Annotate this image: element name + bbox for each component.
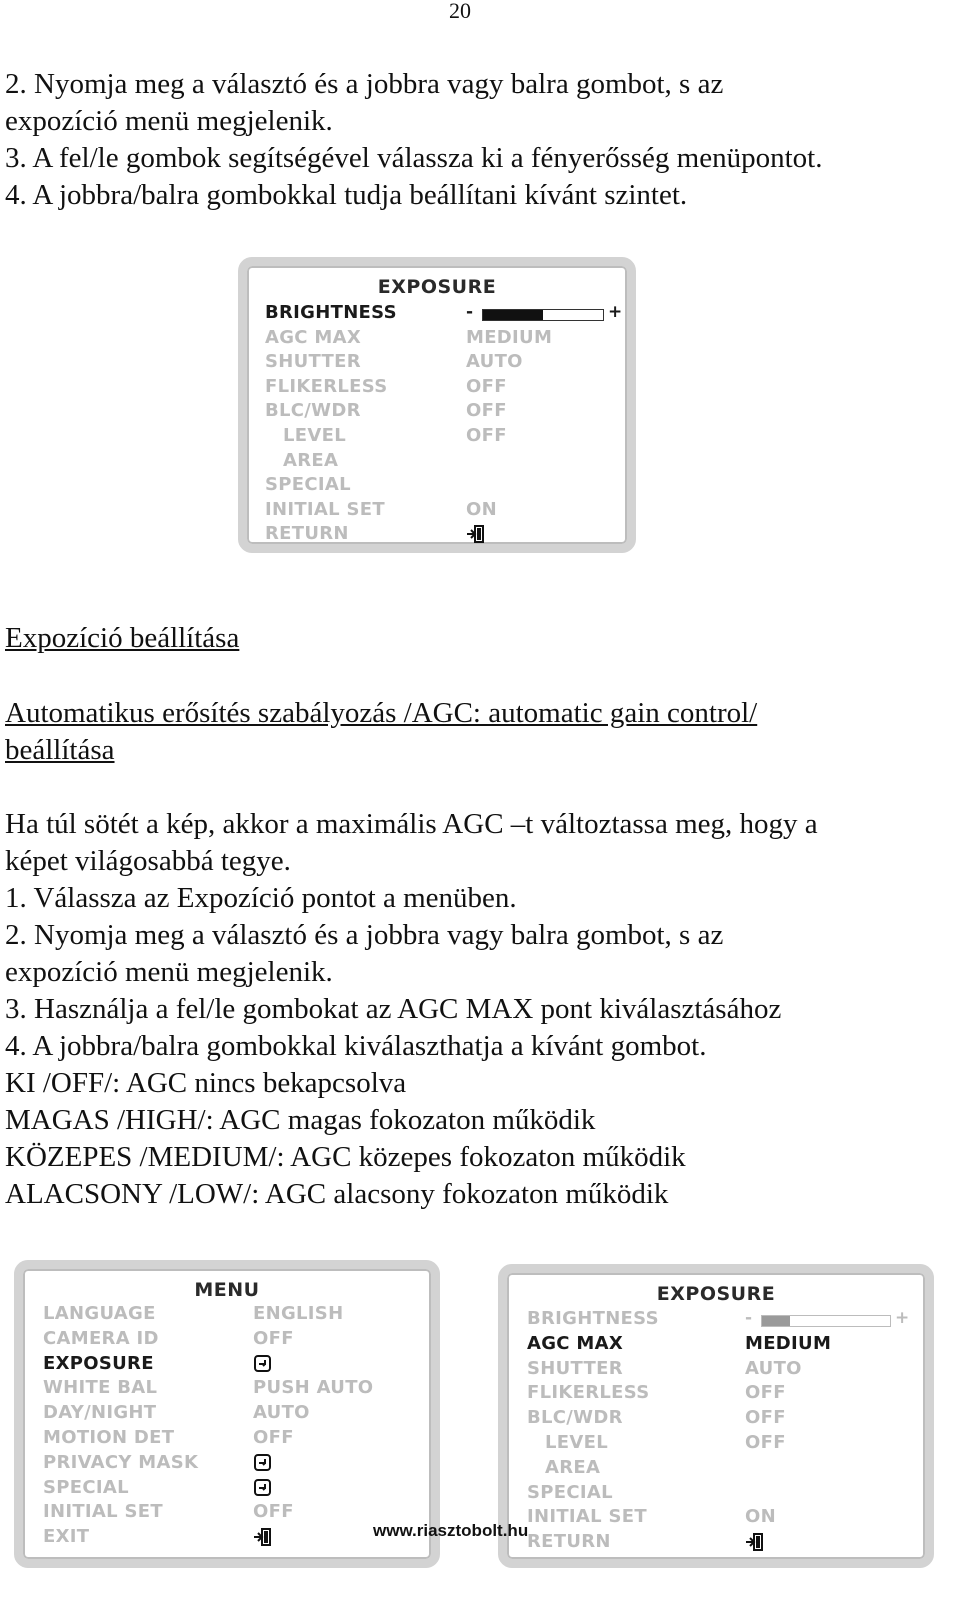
menu-row-label: EXIT [43, 1526, 90, 1548]
menu-row-initial-set [247, 499, 627, 524]
section-subheading: Automatikus erősítés szabályozás /AGC: automatic gain control/ beállítása [5, 697, 758, 766]
menu-row-label: BLC/WDR [527, 1407, 623, 1429]
menu-row-label: AGC MAX [527, 1332, 624, 1354]
brightness-slider [466, 302, 626, 322]
menu-row-value: OFF [466, 400, 507, 422]
menu-row-camera-id [23, 1328, 431, 1353]
menu-row-flikerless [247, 376, 627, 401]
menu-row-value: AUTO [253, 1402, 310, 1424]
exposure-menu-screen-agc [498, 1264, 934, 1568]
menu-row-value [253, 1353, 273, 1374]
menu-row-day-night [23, 1402, 431, 1427]
menu-row-label: BLC/WDR [265, 400, 361, 422]
menu-row-value: ON [745, 1506, 776, 1528]
menu-row-label: FLIKERLESS [265, 375, 388, 397]
submenu-icon [253, 1479, 273, 1497]
menu-row-level [247, 425, 627, 450]
menu-row-value: OFF [253, 1327, 294, 1349]
menu-row-value: AUTO [466, 351, 523, 373]
menu-row-brightness [247, 302, 627, 327]
menu-row-special [247, 474, 627, 499]
menu-row-special [23, 1477, 431, 1502]
slider-track [482, 309, 604, 321]
menu-row-label: INITIAL SET [43, 1501, 163, 1523]
page-number: 20 [449, 0, 471, 23]
menu-row-label: LEVEL [283, 425, 346, 446]
menu-row-label: SHUTTER [527, 1357, 623, 1379]
menu-row-value [466, 523, 486, 544]
menu-row-motion-det [23, 1427, 431, 1452]
menu-row-exit [23, 1526, 431, 1551]
menu-row-value: MEDIUM [745, 1332, 832, 1354]
slider-plus-label: + [608, 302, 623, 322]
menu-row-label: LANGUAGE [43, 1303, 156, 1324]
menu-row-label: FLIKERLESS [527, 1382, 650, 1404]
slider-track [761, 1315, 891, 1327]
menu-row-blc-wdr [507, 1407, 925, 1432]
menu-row-value: OFF [466, 425, 507, 446]
menu-row-value [253, 1526, 273, 1547]
menu-row-area [507, 1457, 925, 1482]
menu-row-return [247, 523, 627, 548]
watermark: www.riasztobolt.hu [373, 1521, 529, 1540]
menu-row-label: CAMERA ID [43, 1327, 159, 1349]
menu-row-exposure [23, 1353, 431, 1378]
menu-row-label: BRIGHTNESS [265, 302, 397, 323]
menu-row-flikerless [507, 1382, 925, 1407]
menu-row-label: WHITE BAL [43, 1377, 158, 1399]
menu-row-value: OFF [745, 1407, 786, 1429]
submenu-icon [253, 1355, 273, 1373]
slider-minus-label: - [466, 302, 474, 322]
menu-row-white-bal [23, 1377, 431, 1402]
menu-row-value: OFF [745, 1432, 786, 1453]
menu-row-label: RETURN [265, 523, 349, 545]
agc-instructions: Ha túl sötét a kép, akkor a maximális AGC –t változtassa meg, hogy a képet világosabbá tegye. 1. Válassza az Expozíció pontot a menüben. 2. Nyomja meg a választó és a jobbra vagy balra gombot, s az expozíció menü megjelenik. 3. Használja a fel/le gombokat az AGC MAX pont kiválasztásához 4. A jobbra/balra gombokkal kiválaszthatja a kívánt gombot. KI /OFF/: AGC nincs bekapcsolva MAGAS /HIGH/: AGC magas fokozaton működik KÖZEPES /MEDIUM/: AGC közepes fokozaton működik ALACSONY /LOW/: AGC alacsony fokozaton működik [5, 808, 818, 1210]
exposure-menu-screen-brightness [238, 257, 636, 553]
menu-row-value [253, 1452, 273, 1473]
instruction-steps-top: 2. Nyomja meg a választó és a jobbra vagy balra gombot, s az expozíció menü megjelenik. 3. A fel/le gombok segítségével válassza ki a fényerősség menüpontot. 4. A jobbra/balra gombokkal tudja beállítani kívánt szintet. [5, 68, 823, 211]
menu-row-label: AREA [545, 1456, 601, 1478]
menu-row-value [253, 1477, 273, 1498]
osd-title: EXPOSURE [377, 276, 497, 298]
slider-minus-label: - [745, 1308, 753, 1328]
menu-row-label: BRIGHTNESS [527, 1308, 659, 1329]
menu-row-value: AUTO [745, 1357, 802, 1379]
menu-row-privacy-mask [23, 1452, 431, 1477]
menu-row-value: ON [466, 498, 497, 520]
slider-fill [483, 310, 543, 320]
enter-icon [253, 1528, 273, 1546]
menu-row-value [745, 1531, 765, 1552]
menu-row-label: LEVEL [545, 1432, 608, 1453]
menu-row-language [23, 1303, 431, 1328]
menu-row-value: OFF [466, 375, 507, 397]
menu-row-value: OFF [253, 1501, 294, 1523]
menu-row-level [507, 1432, 925, 1457]
submenu-icon [253, 1454, 273, 1472]
menu-row-shutter [507, 1358, 925, 1383]
menu-row-value: OFF [745, 1382, 786, 1404]
menu-row-label: SPECIAL [265, 474, 351, 496]
brightness-slider [745, 1308, 913, 1328]
slider-fill [762, 1316, 790, 1326]
menu-row-agc-max [507, 1333, 925, 1358]
menu-row-area [247, 450, 627, 475]
menu-row-value: OFF [253, 1427, 294, 1448]
section-heading: Expozíció beállítása [5, 622, 240, 654]
menu-row-label: AREA [283, 449, 339, 471]
menu-row-label: SPECIAL [43, 1476, 129, 1498]
osd-title: MENU [194, 1279, 260, 1301]
slider-plus-label: + [895, 1308, 910, 1328]
menu-row-label: MOTION DET [43, 1427, 175, 1448]
menu-row-shutter [247, 351, 627, 376]
osd-title: EXPOSURE [656, 1283, 776, 1305]
menu-row-value: PUSH AUTO [253, 1377, 374, 1399]
menu-row-initial-set [507, 1506, 925, 1531]
menu-row-agc-max [247, 327, 627, 352]
menu-row-label: SHUTTER [265, 351, 361, 373]
menu-row-special [507, 1482, 925, 1507]
menu-row-label: AGC MAX [265, 326, 362, 348]
menu-row-blc-wdr [247, 400, 627, 425]
menu-row-value: MEDIUM [466, 326, 553, 348]
menu-row-value: ENGLISH [253, 1303, 344, 1324]
menu-row-brightness [507, 1308, 925, 1333]
menu-row-label: INITIAL SET [527, 1506, 647, 1528]
menu-row-return [507, 1531, 925, 1556]
menu-row-label: RETURN [527, 1531, 611, 1553]
menu-row-label: PRIVACY MASK [43, 1451, 199, 1473]
menu-row-initial-set [23, 1501, 431, 1526]
enter-icon [745, 1533, 765, 1551]
menu-row-label: SPECIAL [527, 1481, 613, 1503]
menu-row-label: EXPOSURE [43, 1352, 154, 1374]
enter-icon [466, 525, 486, 543]
menu-row-label: DAY/NIGHT [43, 1402, 157, 1424]
menu-row-label: INITIAL SET [265, 498, 385, 520]
